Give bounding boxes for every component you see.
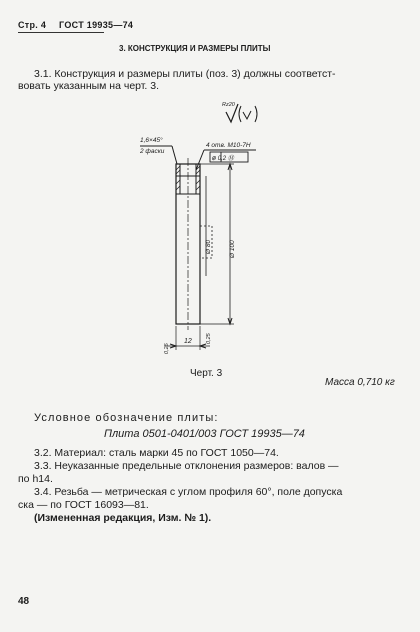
para-3-4-line1: 3.4. Резьба — метрическая с углом профиля 60°, поле допуска xyxy=(34,486,343,498)
para-3-2: 3.2. Материал: сталь марки 45 по ГОСТ 1050—74. xyxy=(34,447,279,459)
thickness-label: 12 xyxy=(184,338,192,345)
page-header xyxy=(18,20,133,30)
standard-number: ГОСТ 19935—74 xyxy=(59,20,134,30)
chamfer-size-text: 1,6×45° xyxy=(140,137,163,144)
position-tolerance-text: ⊕ 0,2 Ⓜ xyxy=(211,156,234,162)
chamfer-leader-arrow xyxy=(172,146,177,164)
edge-right-label: 0,25 xyxy=(206,333,212,344)
roughness-check-icon xyxy=(243,111,251,119)
para-3-3-line1: 3.3. Неуказанные предельные отклонения размеров: валов — xyxy=(34,460,339,472)
d100-label: Ø 100 xyxy=(229,240,236,258)
d80-label: Ø 80 xyxy=(205,239,212,254)
paren-right xyxy=(255,106,257,122)
plate-drawing xyxy=(130,98,270,360)
para-3-1-line2: вовать указанным на черт. 3. xyxy=(18,80,160,92)
holes-text: 4 отв. М10-7Н xyxy=(206,142,251,149)
figure-caption: Черт. 3 xyxy=(190,368,223,379)
designation-example: Плита 0501-0401/003 ГОСТ 19935—74 xyxy=(104,428,305,440)
para-3-4-line2: ска — по ГОСТ 16093—81. xyxy=(18,499,149,511)
mass-text: Масса 0,710 кг xyxy=(325,377,395,388)
edge-left-label: 0,25 xyxy=(164,343,170,354)
designation-label: Условное обозначение плиты: xyxy=(34,412,219,424)
section-title: 3. КОНСТРУКЦИЯ И РАЗМЕРЫ ПЛИТЫ xyxy=(119,44,271,53)
header-rule xyxy=(18,32,104,33)
para-3-3-line2: по h14. xyxy=(18,473,53,485)
edited-note: (Измененная редакция, Изм. № 1). xyxy=(34,512,212,524)
page-number: 48 xyxy=(18,596,30,607)
paren-left xyxy=(239,106,241,122)
para-3-1-line1: 3.1. Конструкция и размеры плиты (поз. 3) должны соответст- xyxy=(34,68,336,80)
page-label: Стр. 4 xyxy=(18,20,47,30)
chamfer-count-text: 2 фаски xyxy=(140,148,165,155)
roughness-value: Rz20 xyxy=(222,102,235,108)
